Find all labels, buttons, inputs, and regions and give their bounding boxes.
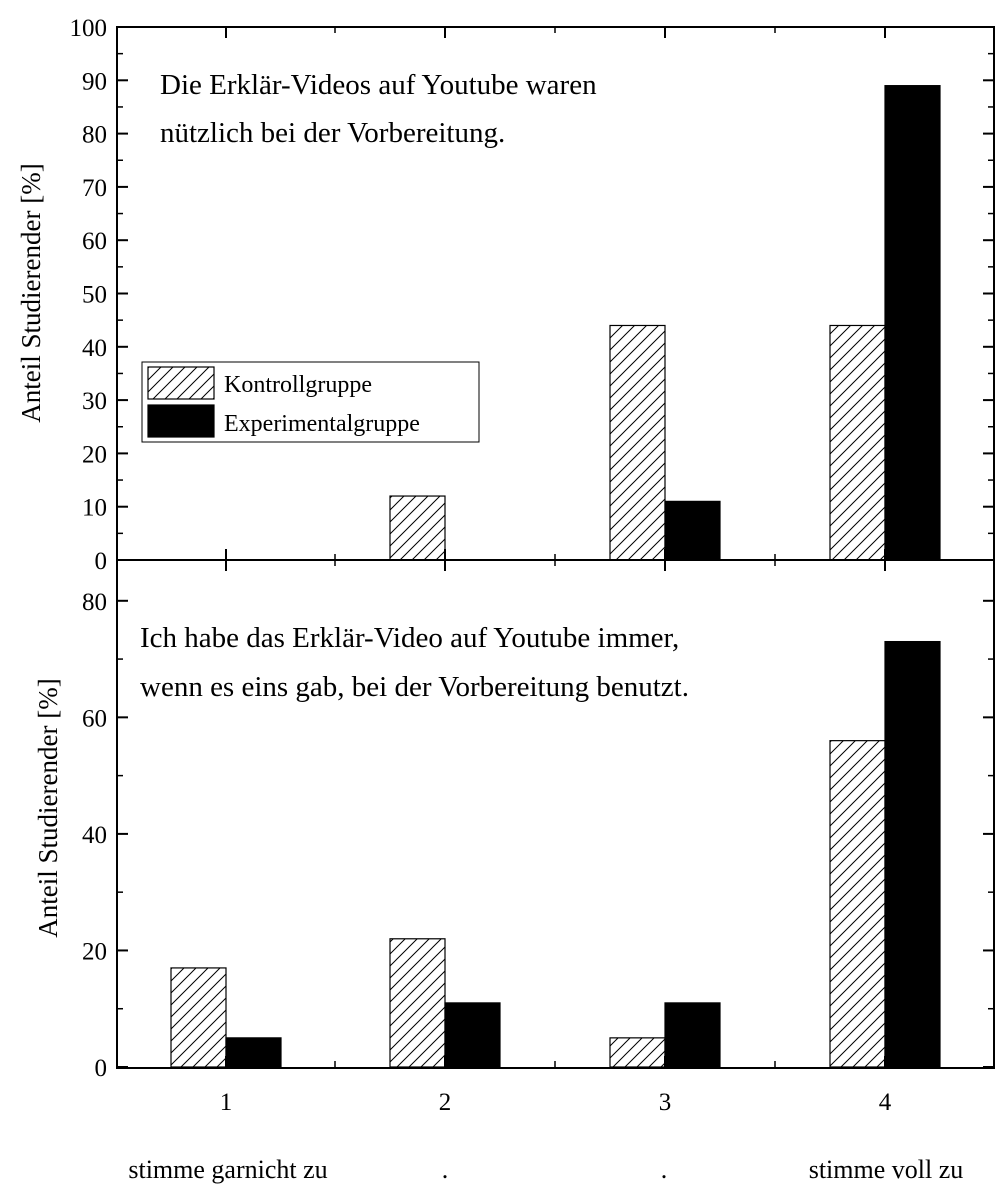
- top-ytick-label-50: 50: [82, 281, 107, 309]
- top-ytick-label-10: 10: [82, 494, 107, 522]
- top-x-ticks: [226, 27, 885, 560]
- x-category-label-2: 2: [438, 1089, 452, 1116]
- bottom-ytick-label-20: 20: [82, 938, 107, 966]
- top-ytick-label-20: 20: [82, 441, 107, 469]
- top-ytick-label-60: 60: [82, 228, 107, 256]
- scale-label-dot-1: .: [441, 1155, 449, 1184]
- legend: [142, 362, 479, 442]
- x-category-label-1: 1: [219, 1089, 233, 1116]
- top-bar-kontrollgruppe-3: [610, 325, 665, 560]
- x-category-label-3: 3: [658, 1089, 672, 1116]
- bottom-bar-experimentalgruppe-3: [665, 1003, 720, 1067]
- x-category-labels: [220, 1089, 892, 1116]
- scale-label-high: stimme voll zu: [808, 1155, 964, 1184]
- top-panel: [16, 15, 994, 575]
- bottom-bar-kontrollgruppe-1: [171, 968, 226, 1067]
- top-bars: [390, 86, 940, 560]
- bottom-annotation-line-2: wenn es eins gab, bei der Vorbereitung benutzt.: [140, 671, 689, 703]
- bottom-ylabel: Anteil Studierender [%]: [33, 678, 63, 938]
- bottom-panel: [33, 560, 994, 1082]
- legend-label-experimentalgruppe: Experimentalgruppe: [224, 411, 420, 437]
- top-ytick-label-80: 80: [82, 121, 107, 149]
- top-bar-experimentalgruppe-4: [885, 86, 940, 560]
- top-bar-kontrollgruppe-2: [390, 496, 445, 560]
- bottom-bars: [171, 642, 940, 1067]
- top-ytick-label-70: 70: [82, 174, 107, 202]
- top-ytick-label-100: 100: [69, 15, 107, 42]
- top-ylabel: Anteil Studierender [%]: [16, 163, 46, 423]
- bottom-bar-kontrollgruppe-2: [390, 939, 445, 1067]
- bottom-ytick-label-0: 0: [94, 1055, 107, 1082]
- top-ytick-label-40: 40: [82, 334, 107, 362]
- bottom-ytick-label-80: 80: [82, 588, 107, 616]
- bottom-ytick-label-40: 40: [82, 821, 107, 849]
- bottom-bar-kontrollgruppe-4: [830, 741, 885, 1067]
- top-annotation-line-2: nützlich bei der Vorbereitung.: [160, 117, 506, 149]
- top-annotation-line-1: Die Erklär-Videos auf Youtube waren: [160, 69, 597, 101]
- top-ytick-label-90: 90: [82, 68, 107, 96]
- top-ytick-label-0: 0: [94, 548, 107, 575]
- scale-label-dot-2: .: [660, 1155, 668, 1184]
- bottom-bar-experimentalgruppe-4: [885, 642, 940, 1067]
- scale-label-low: stimme garnicht zu: [128, 1155, 328, 1184]
- bottom-bar-experimentalgruppe-2: [445, 1003, 500, 1067]
- legend-swatch-experimentalgruppe: [148, 405, 214, 437]
- top-ytick-label-30: 30: [82, 388, 107, 416]
- bottom-bar-experimentalgruppe-1: [226, 1038, 281, 1067]
- legend-swatch-kontrollgruppe: [148, 367, 214, 399]
- top-bar-experimentalgruppe-3: [665, 501, 720, 560]
- bottom-ytick-label-60: 60: [82, 705, 107, 733]
- scale-labels: [128, 1155, 963, 1184]
- top-bar-kontrollgruppe-4: [830, 325, 885, 560]
- bottom-bar-kontrollgruppe-3: [610, 1038, 665, 1067]
- legend-label-kontrollgruppe: Kontrollgruppe: [224, 372, 372, 398]
- x-category-label-4: 4: [878, 1089, 892, 1116]
- bottom-annotation-line-1: Ich habe das Erklär-Video auf Youtube immer,: [140, 622, 680, 654]
